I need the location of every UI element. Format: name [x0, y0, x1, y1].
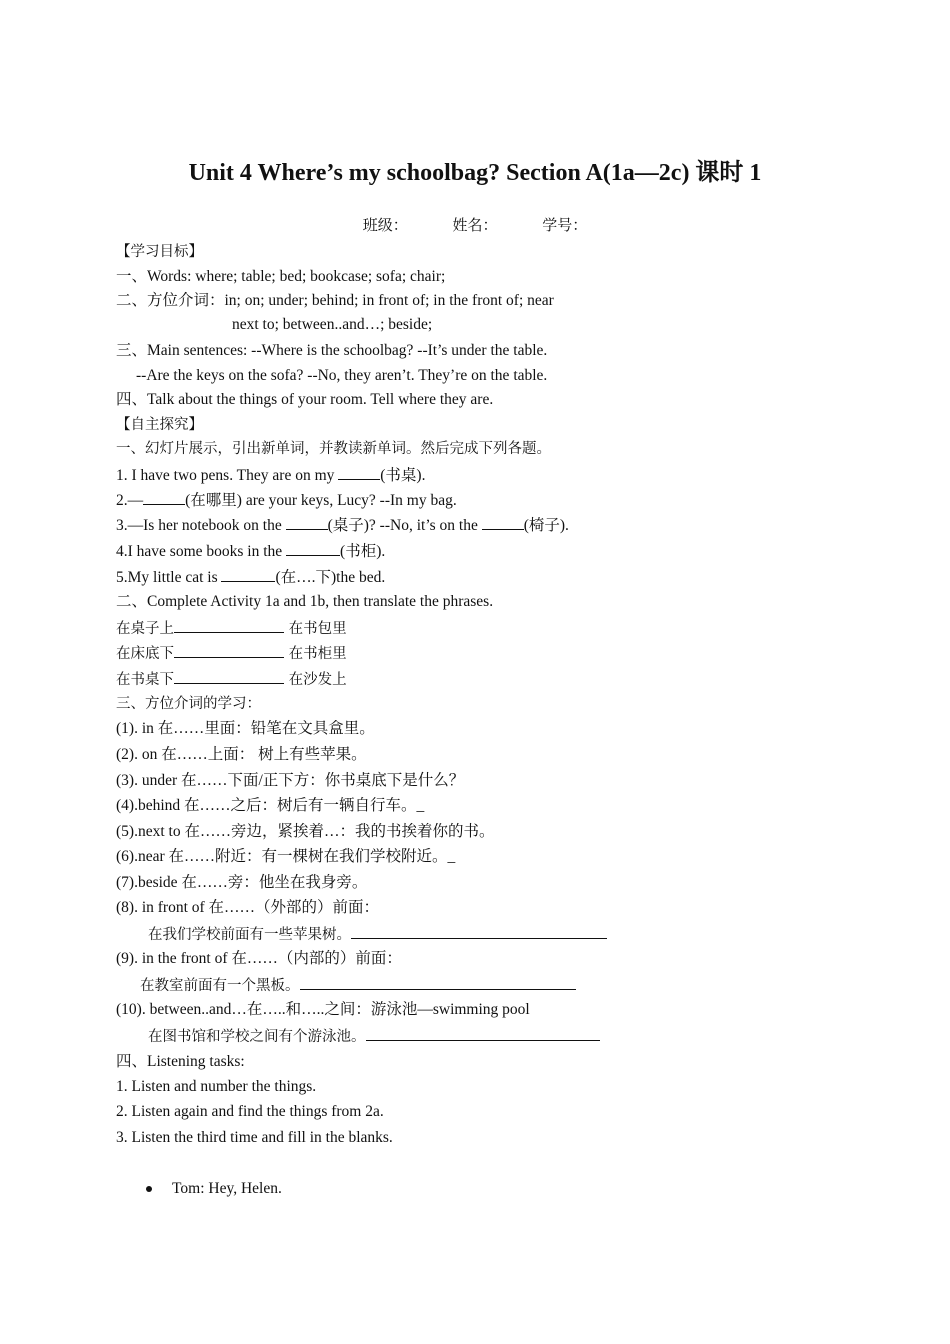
preposition-beside: (7).beside 在……旁：他坐在我身旁。 — [116, 874, 368, 891]
goals-line-2: 二、方位介词：in; on; under; behind; in front of; in the front of; near — [116, 292, 554, 309]
question-5-text: 5.My little cat is — [116, 569, 222, 586]
phrase-on-desk: 在桌子上 — [116, 621, 174, 637]
preposition-on: (2). on 在……上面： 树上有些苹果。 — [116, 746, 367, 763]
dialog-line-1: Tom: Hey, Helen. — [172, 1180, 282, 1197]
answer-blank[interactable] — [338, 465, 380, 480]
answer-blank[interactable] — [174, 643, 284, 658]
preposition-in-front-of-sentence: 在我们学校前面有一些苹果树。 — [148, 924, 607, 945]
question-3-hint: (椅子). — [523, 517, 569, 534]
preposition-in-the-front-of-sentence: 在教室前面有一个黑板。 — [140, 975, 576, 996]
student-info — [0, 214, 950, 235]
question-2-hint: (在哪里) are your keys, Lucy? --In my bag. — [185, 492, 457, 509]
name-label: 姓名： — [452, 216, 498, 234]
answer-blank[interactable] — [221, 567, 275, 582]
phrase-row-3 — [116, 669, 347, 690]
preposition-between: (10). between..and…在…..和…..之间：游泳池—swimming pool — [116, 1001, 530, 1018]
preposition-in-front-of: (8). in front of 在……（外部的）前面： — [116, 899, 380, 916]
question-4-text: 4.I have some books in the — [116, 543, 287, 560]
listening-task-3: 3. Listen the third time and fill in the blanks. — [116, 1129, 393, 1146]
goals-line-3: next to; between..and…; beside; — [232, 316, 433, 333]
preposition-near: (6).near 在……附近：有一棵树在我们学校附近。_ — [116, 848, 456, 865]
listening-task-2: 2. Listen again and find the things from 2a. — [116, 1103, 384, 1120]
goals-line-4: 三、Main sentences: --Where is the schoolbag? --It’s under the table. — [116, 342, 548, 359]
phrase-under-bed: 在床底下 — [116, 646, 174, 662]
question-3 — [116, 515, 569, 536]
answer-blank[interactable] — [351, 924, 607, 939]
question-5-hint: (在….下)the bed. — [275, 569, 386, 586]
question-2-text: 2.— — [116, 492, 144, 509]
phrase-under-desk: 在书桌下 — [116, 672, 174, 688]
question-3-text: 3.—Is her notebook on the — [116, 517, 286, 534]
goals-line-5: --Are the keys on the sofa? --No, they aren’t. They’re on the table. — [136, 367, 548, 384]
answer-blank[interactable] — [286, 515, 328, 530]
answer-blank[interactable] — [143, 490, 185, 505]
bullet-icon — [146, 1186, 152, 1192]
answer-blank[interactable] — [174, 669, 284, 684]
answer-blank[interactable] — [482, 515, 524, 530]
goals-line-1: 一、Words: where; table; bed; bookcase; sofa; chair; — [116, 268, 446, 285]
question-1 — [116, 465, 425, 486]
activity-heading: 二、Complete Activity 1a and 1b, then translate the phrases. — [116, 593, 494, 610]
listening-task-1: 1. Listen and number the things. — [116, 1078, 317, 1095]
preposition-between-sentence: 在图书馆和学校之间有个游泳池。 — [148, 1026, 600, 1047]
question-4-hint: (书柜). — [340, 543, 386, 560]
listening-heading: 四、Listening tasks: — [116, 1053, 245, 1070]
answer-blank[interactable] — [366, 1026, 600, 1041]
goals-heading: 【学习目标】 — [116, 244, 203, 260]
explore-intro: 一、幻灯片展示，引出新单词，并教读新单词。然后完成下列各题。 — [116, 441, 551, 457]
phrase-in-bookcase: 在书柜里 — [288, 646, 347, 662]
preposition-under: (3). under 在……下面/正下方：你书桌底下是什么？ — [116, 772, 465, 789]
preposition-in-the-front-of: (9). in the front of 在……（内部的）前面： — [116, 950, 402, 967]
preposition-in: (1). in 在……里面：铅笔在文具盒里。 — [116, 720, 375, 737]
question-3-mid: (桌子)? --No, it’s on the — [327, 517, 482, 534]
page-title: Unit 4 Where’s my schoolbag? Section A(1a—2c) 课时 1 — [188, 160, 762, 186]
question-1-text: 1. I have two pens. They are on my — [116, 467, 339, 484]
class-label: 班级： — [362, 216, 408, 234]
question-4 — [116, 541, 385, 562]
preposition-next-to: (5).next to 在……旁边，紧挨着…：我的书挨着你的书。 — [116, 823, 495, 840]
question-5 — [116, 567, 385, 588]
phrase-in-schoolbag: 在书包里 — [288, 621, 347, 637]
answer-blank[interactable] — [286, 541, 340, 556]
question-2 — [116, 490, 457, 511]
number-label: 学号： — [542, 216, 588, 234]
prepositions-heading: 三、方位介词的学习： — [116, 696, 261, 712]
goals-line-6: 四、Talk about the things of your room. Tell where they are. — [116, 391, 494, 408]
preposition-behind: (4).behind 在……之后：树后有一辆自行车。_ — [116, 797, 425, 814]
phrase-on-sofa: 在沙发上 — [288, 672, 347, 688]
question-1-hint: (书桌). — [380, 467, 426, 484]
phrase-row-2 — [116, 643, 347, 664]
answer-blank[interactable] — [174, 618, 284, 633]
phrase-row-1 — [116, 618, 347, 639]
answer-blank[interactable] — [300, 975, 576, 990]
explore-heading: 【自主探究】 — [116, 417, 203, 433]
